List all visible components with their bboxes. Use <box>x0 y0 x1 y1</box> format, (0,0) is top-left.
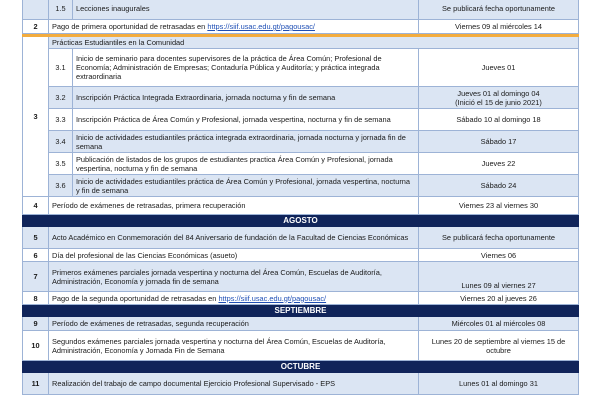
table-row <box>23 49 579 87</box>
table-row <box>23 227 579 249</box>
payment-link[interactable]: https://siif.usac.edu.gt/pagousac/ <box>207 22 315 31</box>
row-number-cell: 7 <box>23 262 49 292</box>
row-number-cell: 4 <box>23 197 49 215</box>
activity-description: Acto Académico en Conmemoración del 84 Aniversario de fundación de la Facultad de Ciencias Económicas <box>49 227 419 249</box>
table-row <box>23 87 579 109</box>
table-row <box>23 175 579 197</box>
activity-date: Miércoles 01 al miércoles 08 <box>419 317 579 331</box>
activity-description: Segundos exámenes parciales jornada vespertina y nocturna del Área Común, Escuelas de Auditoría, Administración, Economía y Jornada Fin de Semana <box>49 331 419 361</box>
month-header-septiembre <box>23 305 579 317</box>
activity-description: Lecciones inaugurales <box>73 0 419 20</box>
activity-description: Período de exámenes de retrasadas, primera recuperación <box>49 197 419 215</box>
activity-date: Lunes 09 al viernes 27 <box>419 262 579 292</box>
row-number-cell: 9 <box>23 317 49 331</box>
activity-description: Inicio de actividades estudiantiles práctica integrada extraordinaria, jornada nocturna y jornada fin de semana <box>73 131 419 153</box>
academic-calendar-table <box>22 0 579 395</box>
activity-description: Inscripción Práctica Integrada Extraordinaria, jornada nocturna y fin de semana <box>73 87 419 109</box>
month-label: OCTUBRE <box>23 361 579 373</box>
table-row <box>23 37 579 49</box>
activity-date: Viernes 23 al viernes 30 <box>419 197 579 215</box>
table-row <box>23 131 579 153</box>
table-row <box>23 317 579 331</box>
activity-date: Lunes 01 al domingo 31 <box>419 373 579 395</box>
activity-description: Día del profesional de las Ciencias Económicas (asueto) <box>49 249 419 262</box>
activity-description: Publicación de listados de los grupos de estudiantes practica Área Común y Profesional, jornada vespertina, nocturna y fin de semana <box>73 153 419 175</box>
table-row <box>23 292 579 305</box>
sub-number-cell: 3.4 <box>49 131 73 153</box>
month-label: AGOSTO <box>23 215 579 227</box>
sub-number-cell: 3.2 <box>49 87 73 109</box>
table-row <box>23 197 579 215</box>
activity-date: Jueves 01 <box>419 49 579 87</box>
activity-date: Sábado 10 al domingo 18 <box>419 109 579 131</box>
table-row <box>23 262 579 292</box>
sub-number-cell: 1.5 <box>49 0 73 20</box>
activity-date: Jueves 01 al domingo 04 <box>457 88 540 98</box>
sub-number-cell: 3.5 <box>49 153 73 175</box>
row-number-cell: 6 <box>23 249 49 262</box>
activity-description-cell <box>49 20 419 34</box>
activity-date-cell <box>419 87 579 109</box>
row-number-cell: 2 <box>23 20 49 34</box>
activity-description: Realización del trabajo de campo documental Ejercicio Profesional Supervisado - EPS <box>49 373 419 395</box>
sub-number-cell: 3.3 <box>49 109 73 131</box>
activity-description: Pago de primera oportunidad de retrasadas en <box>52 22 206 31</box>
activity-description: Inicio de actividades estudiantiles práctica de Área Común y Profesional, jornada vespertina, nocturna y fin de semana <box>73 175 419 197</box>
table-row <box>23 373 579 395</box>
activity-date: Jueves 22 <box>419 153 579 175</box>
activity-date: Se publicará fecha oportunamente <box>419 227 579 249</box>
month-header-agosto <box>23 215 579 227</box>
activity-description: Primeros exámenes parciales jornada vespertina y nocturna del Área Común, Escuelas de Auditoría, Administración, Economía y jornada fin de semana <box>49 262 419 292</box>
activity-description: Período de exámenes de retrasadas, segunda recuperación <box>49 317 419 331</box>
activity-date: Viernes 09 al miércoles 14 <box>419 20 579 34</box>
row-number-cell: 11 <box>23 373 49 395</box>
table-row <box>23 109 579 131</box>
row-number-cell: 8 <box>23 292 49 305</box>
row-number-cell <box>23 0 49 20</box>
activity-date: Se publicará fecha oportunamente <box>419 0 579 20</box>
activity-date-note: (Inició el 15 de junio 2021) <box>455 97 542 107</box>
table-row <box>23 153 579 175</box>
sub-number-cell: 3.1 <box>49 49 73 87</box>
row-number-cell: 10 <box>23 331 49 361</box>
row-number-cell: 3 <box>23 37 49 197</box>
payment-link[interactable]: https://siif.usac.edu.gt/pagousac/ <box>218 293 327 303</box>
table-row <box>23 20 579 34</box>
table-row <box>23 331 579 361</box>
activity-description-cell <box>49 292 419 305</box>
activity-date: Viernes 20 al jueves 26 <box>419 292 579 305</box>
activity-description: Pago de la segunda oportunidad de retrasadas en <box>52 293 217 303</box>
row-number-cell: 5 <box>23 227 49 249</box>
sub-number-cell: 3.6 <box>49 175 73 197</box>
table-row <box>23 249 579 262</box>
section-heading: Prácticas Estudiantiles en la Comunidad <box>49 37 579 49</box>
month-header-octubre <box>23 361 579 373</box>
activity-description: Inicio de seminario para docentes supervisores de la práctica de Área Común; Profesional de Economía; Administración de Empresas; Contaduría Pública y Auditoría; y práctica integrada extraordinaria <box>73 49 419 87</box>
activity-date: Viernes 06 <box>419 249 579 262</box>
activity-date: Sábado 17 <box>419 131 579 153</box>
activity-description: Inscripción Práctica de Área Común y Profesional, jornada vespertina, nocturna y fin de semana <box>73 109 419 131</box>
month-label: SEPTIEMBRE <box>23 305 579 317</box>
activity-date: Sábado 24 <box>419 175 579 197</box>
table-row <box>23 0 579 20</box>
activity-date: Lunes 20 de septiembre al viernes 15 de octubre <box>419 331 579 361</box>
